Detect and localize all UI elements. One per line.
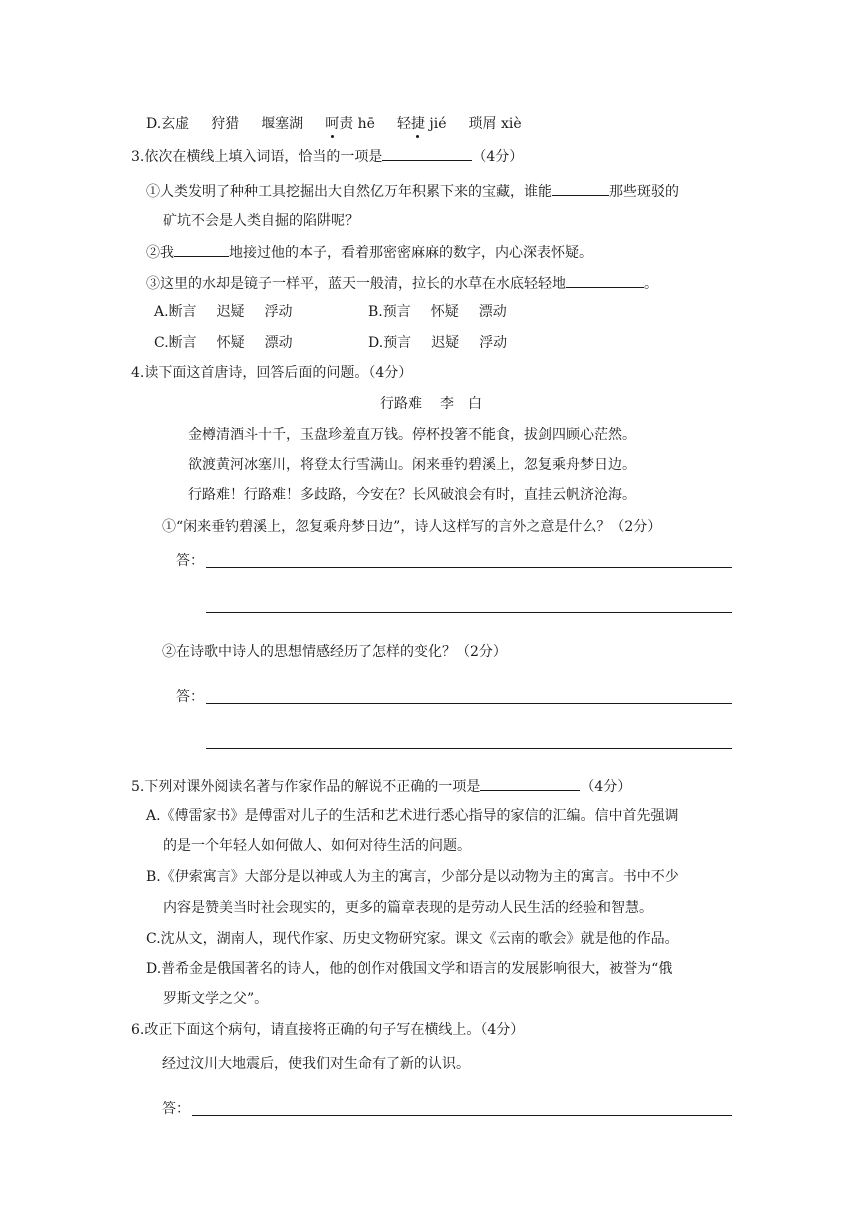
q3-sentence-1 <box>146 181 679 201</box>
pinyin: xiè <box>500 116 522 132</box>
q5-stem <box>131 776 631 796</box>
q3-sentence-3 <box>146 273 658 293</box>
fill-blank[interactable] <box>552 181 609 196</box>
q3-option-d[interactable] <box>368 334 527 352</box>
option-word: 预言 <box>383 335 412 351</box>
poem-line: 欲渡黄河冰塞川，将登太行雪满山。闲来垂钓碧溪上，忽复乘舟梦日边。 <box>188 457 636 473</box>
option-label: B. <box>368 304 383 320</box>
pinyin: jié <box>429 116 447 132</box>
answer-label: 答： <box>176 689 204 705</box>
q5-option-a[interactable]: A.《傅雷家书》是傅雷对儿子的生活和艺术进行悉心指导的家信的汇编。信中首先强调 <box>146 808 679 824</box>
word: 琐屑 <box>468 116 497 132</box>
score-text: （4分） <box>472 149 524 165</box>
option-label: A. <box>154 304 169 320</box>
word: 责 <box>339 116 354 132</box>
poem-author: 李 白 <box>440 396 482 412</box>
option-word: 断言 <box>168 304 197 320</box>
answer-label: 答： <box>176 553 204 569</box>
q3-sentence-1-cont: 矿坑不会是人类自掘的陷阱呢？ <box>163 213 359 229</box>
answer-blank[interactable] <box>382 146 472 161</box>
option-word: 浮动 <box>264 304 293 320</box>
q2-option-d <box>146 115 522 133</box>
option-word: 漂动 <box>478 304 507 320</box>
answer-line[interactable] <box>192 1115 732 1116</box>
answer-blank[interactable] <box>480 776 580 791</box>
poem-line: 行路难！行路难！多歧路，今安在？长风破浪会有时，直挂云帆济沧海。 <box>188 487 636 503</box>
option-word: 断言 <box>168 335 197 351</box>
sentence-text: ③这里的水却是镜子一样平，蓝天一般清，拉长的水草在水底轻轻地 <box>146 276 566 292</box>
fill-blank[interactable] <box>566 273 644 288</box>
option-word: 漂动 <box>264 335 293 351</box>
word: 轻 <box>396 116 411 132</box>
q3-stem <box>131 146 523 166</box>
answer-line[interactable] <box>206 567 732 568</box>
q5-option-a-cont: 的是一个年轻人如何做人、如何对待生活的问题。 <box>163 838 471 854</box>
option-word: 浮动 <box>479 335 508 351</box>
question-text: 5.下列对课外阅读名著与作家作品的解说不正确的一项是 <box>131 779 481 795</box>
poem-heading <box>380 395 482 413</box>
q3-option-b[interactable] <box>368 303 527 321</box>
sentence-text: ②我 <box>146 245 174 261</box>
answer-label: 答： <box>162 1101 190 1117</box>
score-text: （4分） <box>580 779 632 795</box>
word: 狩猎 <box>211 116 240 132</box>
word-dotted: 呵 <box>325 116 340 132</box>
answer-line[interactable] <box>206 748 732 749</box>
option-word: 迟疑 <box>431 335 460 351</box>
word-dotted: 捷 <box>410 116 425 132</box>
option-word: 迟疑 <box>216 304 245 320</box>
q5-option-c[interactable]: C.沈从文，湖南人，现代作家、历史文物研究家。课文《云南的歌会》就是他的作品。 <box>146 931 679 947</box>
sentence-text: 地接过他的本子，看着那密密麻麻的数字，内心深表怀疑。 <box>229 245 593 261</box>
option-label: D. <box>368 335 384 351</box>
q4-sub-question-1: ①“闲来垂钓碧溪上，忽复乘舟梦日边”，诗人这样写的言外之意是什么？（2分） <box>162 519 662 535</box>
q3-option-c[interactable] <box>154 334 313 352</box>
q6-stem: 6.改正下面这个病句，请直接将正确的句子写在横线上。（4分） <box>131 1022 525 1038</box>
option-word: 怀疑 <box>430 304 459 320</box>
option-word: 怀疑 <box>216 335 245 351</box>
question-text: 3.依次在横线上填入词语，恰当的一项是 <box>131 149 383 165</box>
q3-sentence-2 <box>146 242 593 262</box>
q5-option-d-cont: 罗斯文学之父”。 <box>163 991 269 1007</box>
option-label: D. <box>146 116 162 132</box>
q5-option-b[interactable]: B.《伊索寓言》大部分是以神或人为主的寓言，少部分是以动物为主的寓言。书中不少 <box>146 869 679 885</box>
q4-stem: 4.读下面这首唐诗，回答后面的问题。（4分） <box>131 365 413 381</box>
fill-blank[interactable] <box>174 242 229 257</box>
answer-line[interactable] <box>206 612 732 613</box>
sentence-text: 那些斑驳的 <box>609 184 679 200</box>
q4-sub-question-2: ②在诗歌中诗人的思想情感经历了怎样的变化？（2分） <box>162 644 507 660</box>
option-word: 预言 <box>382 304 411 320</box>
word: 玄虚 <box>161 116 190 132</box>
poem-line: 金樽清酒斗十千，玉盘珍羞直万钱。停杯投箸不能食，拔剑四顾心茫然。 <box>188 427 636 443</box>
word: 堰塞湖 <box>261 116 304 132</box>
pinyin: hē <box>357 116 375 132</box>
answer-line[interactable] <box>206 703 732 704</box>
q3-option-a[interactable] <box>154 303 313 321</box>
sentence-text: 。 <box>644 276 658 292</box>
q5-option-b-cont: 内容是赞美当时社会现实的，更多的篇章表现的是劳动人民生活的经验和智慧。 <box>163 900 653 916</box>
q5-option-d[interactable]: D.普希金是俄国著名的诗人，他的创作对俄国文学和语言的发展影响很大，被誉为“俄 <box>146 961 673 977</box>
option-label: C. <box>154 335 169 351</box>
q6-sentence: 经过汶川大地震后，使我们对生命有了新的认识。 <box>162 1056 470 1072</box>
poem-title: 行路难 <box>380 396 422 412</box>
sentence-text: ①人类发明了种种工具挖掘出大自然亿万年积累下来的宝藏，谁能 <box>146 184 552 200</box>
